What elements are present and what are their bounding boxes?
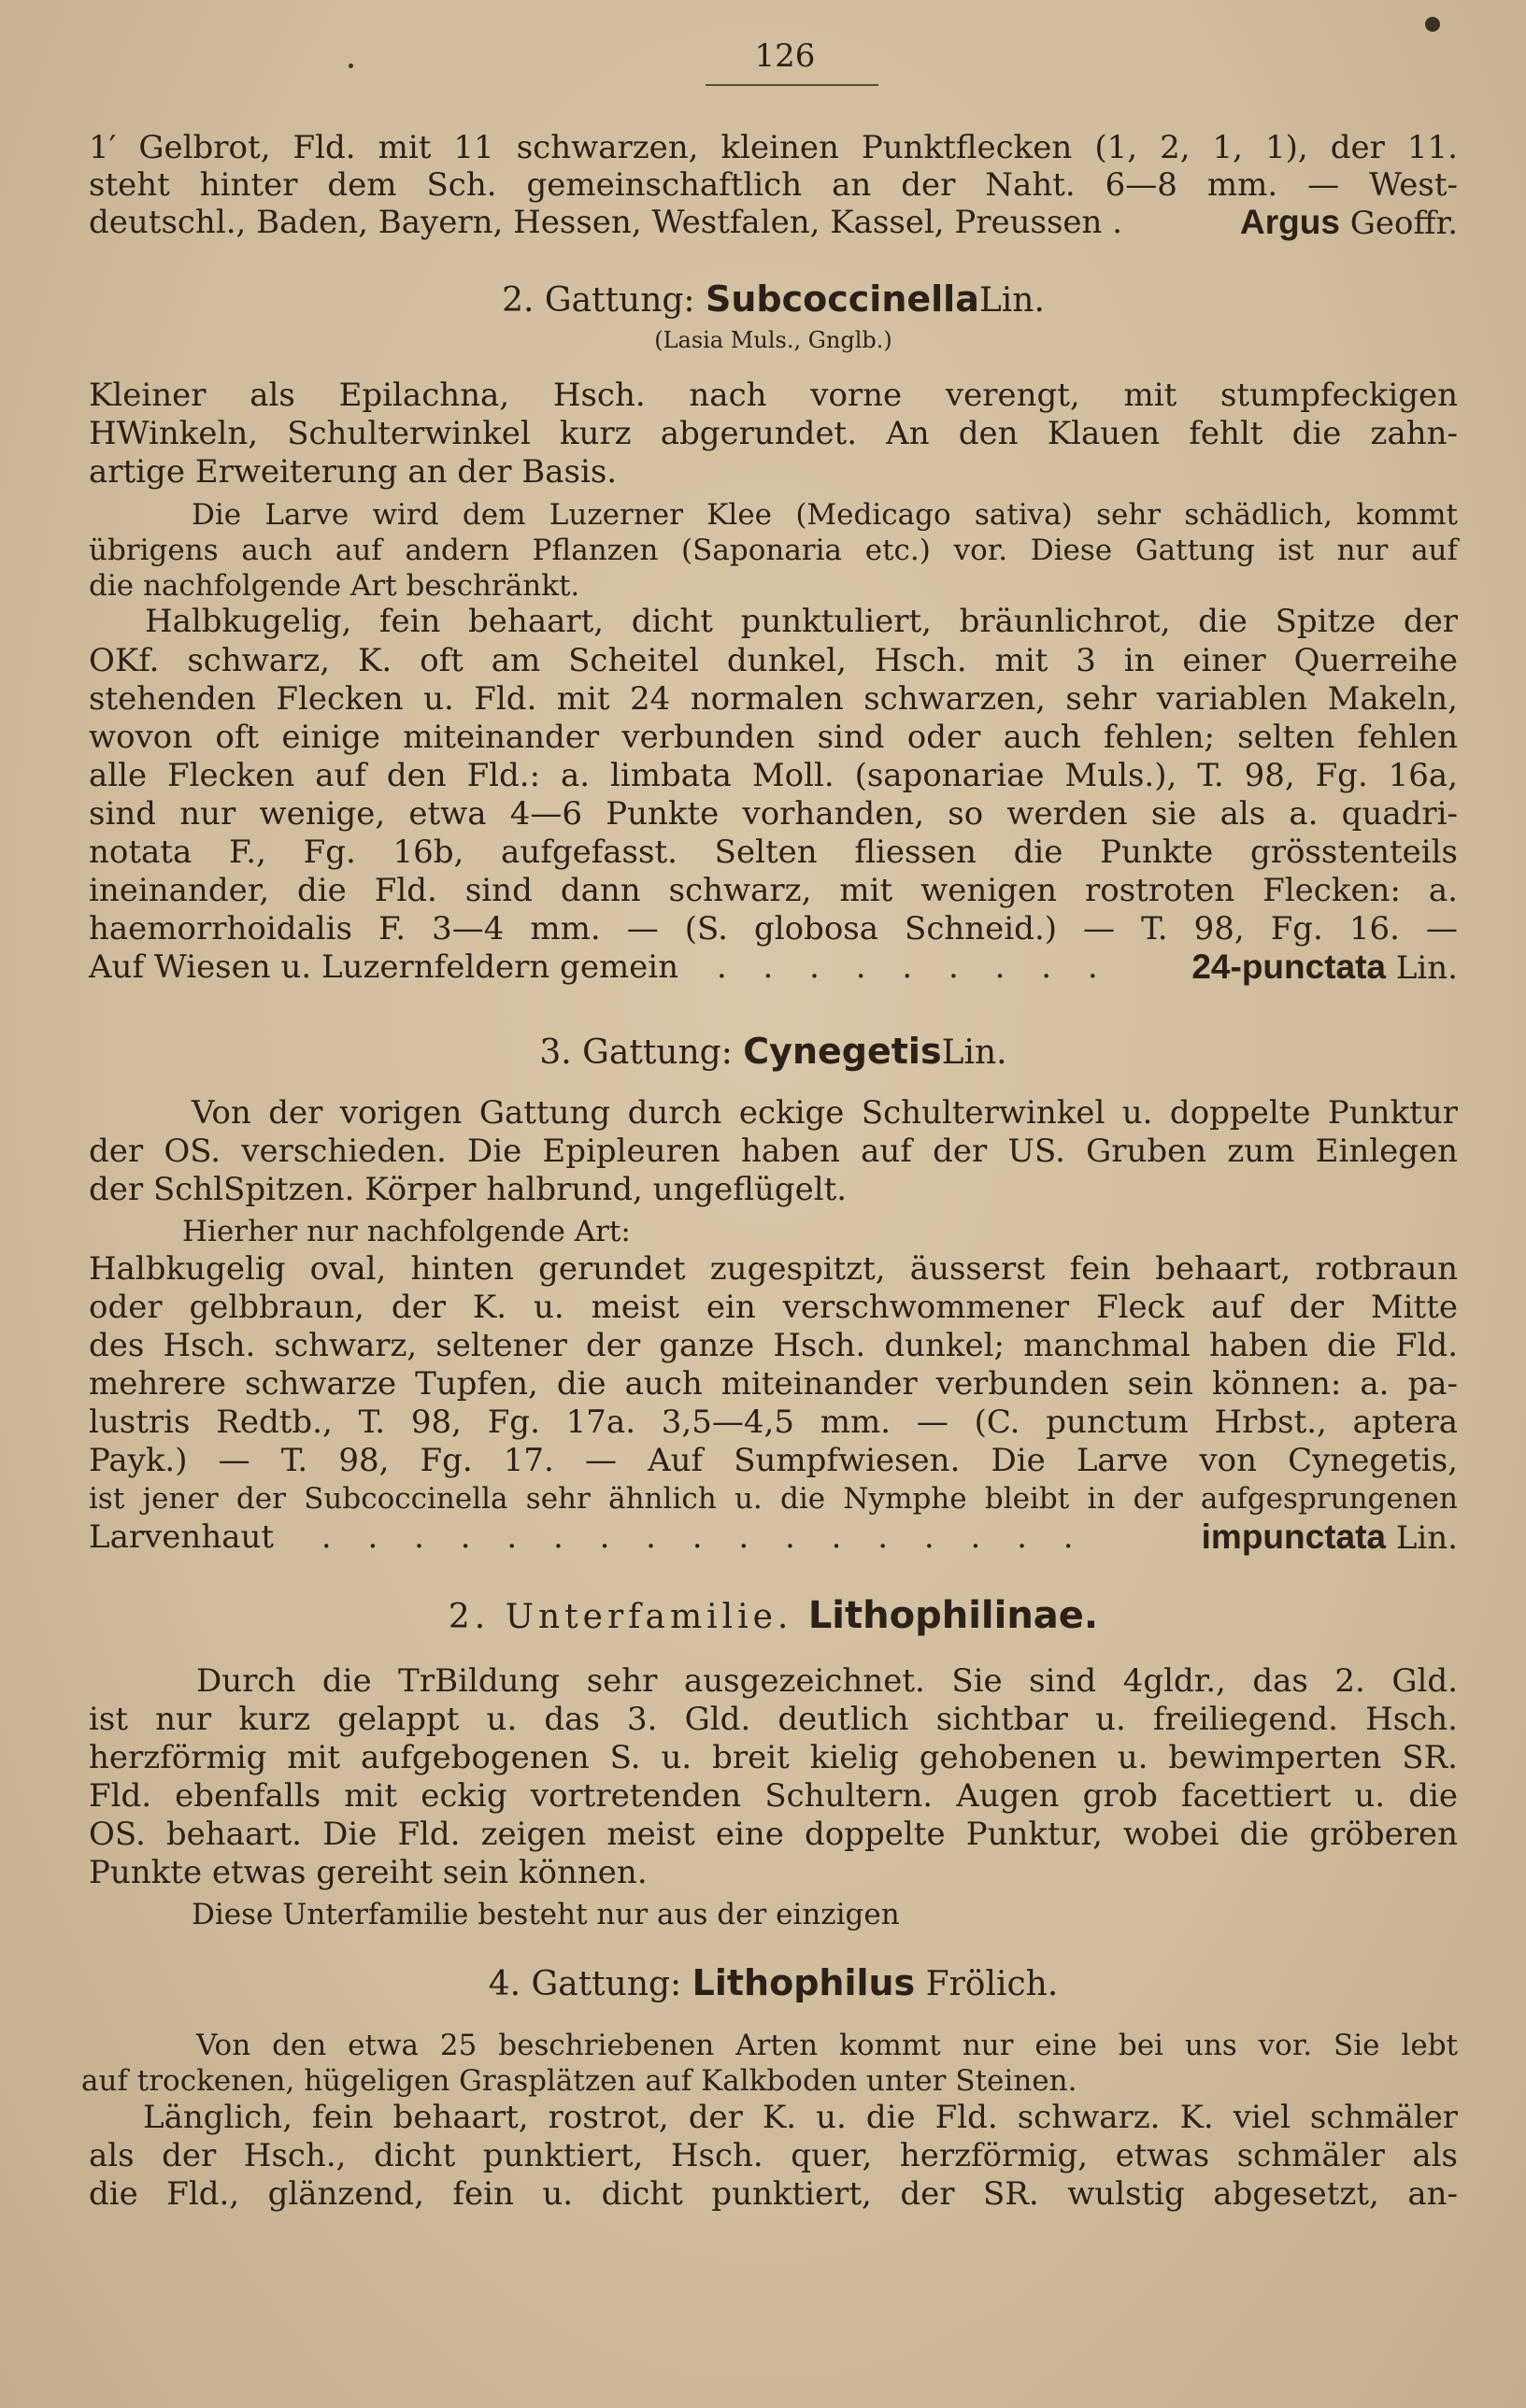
species-name: impunctata [1201, 1517, 1387, 1556]
entry-text: deutschl., Baden, Bayern, Hessen, Westfalen, Kassel, Preussen . [89, 204, 1123, 241]
text-line: die nachfolgende Art beschränkt. [89, 569, 580, 603]
text-line: OKf. schwarz, K. oft am Scheitel dunkel, Hsch. mit 3 in einer Querreihe [89, 642, 1458, 679]
genus-synonym: (Lasia Muls., Gnglb.) [654, 327, 892, 353]
entry-text: Larvenhaut [89, 1518, 275, 1556]
text-line: Payk.) — T. 98, Fg. 17. — Auf Sumpfwiesen. Die Larve von Cynegetis, [89, 1442, 1458, 1479]
species-author: Lin. [1395, 949, 1458, 987]
text-line: haemorrhoidalis F. 3—4 mm. — (S. globosa Schneid.) — T. 98, Fg. 16. — [89, 910, 1458, 948]
species-entry [1240, 203, 1458, 243]
text-line: stehenden Flecken u. Fld. mit 24 normalen schwarzen, sehr variablen Makeln, [89, 680, 1458, 718]
subfamily-name: Lithophilinae. [807, 1594, 1099, 1637]
text-line: ist nur kurz gelappt u. das 3. Gld. deutlich sichtbar u. freiliegend. Hsch. [89, 1701, 1458, 1738]
entry-text: Auf Wiesen u. Luzernfeldern gemein [89, 948, 679, 986]
text-line: Halbkugelig oval, hinten gerundet zugespitzt, äusserst fein behaart, rotbraun [89, 1250, 1458, 1288]
text-line: auf trockenen, hügeligen Grasplätzen auf Kalkboden unter Steinen. [81, 2064, 1077, 2098]
text-line: der OS. verschieden. Die Epipleuren haben auf der US. Gruben zum Einlegen [89, 1133, 1458, 1170]
genus-author: Frölich. [915, 1965, 1059, 2003]
genus-heading [89, 1031, 1458, 1074]
genus-name: Lithophilus [692, 1962, 916, 2003]
text-line: sind nur wenige, etwa 4—6 Punkte vorhanden, so werden sie als a. quadri- [89, 795, 1458, 833]
species-entry [1202, 1517, 1458, 1558]
heading-prefix: 2. Unterfamilie. [448, 1598, 808, 1636]
heading-prefix: 4. Gattung: [488, 1965, 692, 2003]
text-line [89, 1517, 1458, 1557]
text-line: alle Flecken auf den Fld.: a. limbata Moll. (saponariae Muls.), T. 98, Fg. 16a, [89, 757, 1458, 794]
ink-speck [349, 64, 353, 68]
text-line: artige Erweiterung an der Basis. [89, 453, 618, 491]
text-line: übrigens auch auf andern Pflanzen (Saponaria etc.) vor. Diese Gattung ist nur auf [89, 534, 1458, 567]
text-line: Diese Unterfamilie besteht nur aus der einzigen [192, 1898, 900, 1931]
text-line: Fld. ebenfalls mit eckig vortretenden Schultern. Augen grob facettiert u. die [89, 1777, 1458, 1815]
text-line [89, 948, 1458, 987]
text-line: ineinander, die Fld. sind dann schwarz, mit wenigen rostroten Flecken: a. [89, 872, 1458, 909]
species-name: Argus [1240, 203, 1340, 241]
genus-heading [89, 278, 1458, 321]
text-line: lustris Redtb., T. 98, Fg. 17a. 3,5—4,5 mm. — (C. punctum Hrbst., aptera [89, 1403, 1458, 1441]
leader-dots: . . . . . . . . . [716, 948, 1111, 986]
text-line: Länglich, fein behaart, rostrot, der K. u. die Fld. schwarz. K. viel schmäler [143, 2099, 1458, 2136]
text-line: des Hsch. schwarz, seltener der ganze Hsch. dunkel; manchmal haben die Fld. [89, 1327, 1458, 1364]
page-number: 126 [754, 37, 816, 75]
text-line: Die Larve wird dem Luzerner Klee (Medicago sativa) sehr schädlich, kommt [192, 498, 1458, 532]
text-line: ist jener der Subcoccinella sehr ähnlich u. die Nymphe bleibt in der aufgesprungenen [89, 1482, 1458, 1516]
text-line: die Fld., glänzend, fein u. dicht punktiert, der SR. wulstig abgesetzt, an- [89, 2175, 1458, 2213]
text-line: Hierher nur nachfolgende Art: [182, 1215, 631, 1248]
species-author: Geoffr. [1349, 205, 1458, 242]
text-line: steht hinter dem Sch. gemeinschaftlich an der Naht. 6—8 mm. — West- [89, 166, 1458, 204]
subfamily-heading [89, 1593, 1458, 1640]
text-line: Halbkugelig, fein behaart, dicht punktuliert, bräunlichrot, die Spitze der [145, 603, 1458, 640]
genus-author: Lin. [978, 281, 1045, 320]
text-line: Von den etwa 25 beschriebenen Arten kommt nur eine bei uns vor. Sie lebt [196, 2029, 1458, 2062]
genus-name: Subcoccinella [706, 278, 979, 320]
text-line: der SchlSpitzen. Körper halbrund, ungeflügelt. [89, 1171, 848, 1208]
species-entry [1191, 948, 1458, 988]
text-line: HWinkeln, Schulterwinkel kurz abgerundet. An den Klauen fehlt die zahn- [89, 415, 1458, 452]
text-line: OS. behaart. Die Fld. zeigen meist eine doppelte Punktur, wobei die gröberen [89, 1816, 1458, 1853]
leader-dots: . . . . . . . . . . . . . . . . . [321, 1518, 1087, 1556]
ink-speck [1425, 17, 1440, 32]
heading-prefix: 3. Gattung: [539, 1033, 744, 1072]
text-line: als der Hsch., dicht punktiert, Hsch. quer, herzförmig, etwas schmäler als [89, 2137, 1458, 2174]
text-line: oder gelbbraun, der K. u. meist ein verschwommener Fleck auf der Mitte [89, 1289, 1458, 1326]
text-line: notata F., Fg. 16b, aufgefasst. Selten fliessen die Punkte grösstenteils [89, 834, 1458, 871]
genus-author: Lin. [941, 1033, 1007, 1072]
text-line: Kleiner als Epilachna, Hsch. nach vorne verengt, mit stumpfeckigen [89, 377, 1458, 414]
text-line: mehrere schwarze Tupfen, die auch miteinander verbunden sein können: a. pa- [89, 1365, 1458, 1403]
text-line: 1′ Gelbrot, Fld. mit 11 schwarzen, kleinen Punktflecken (1, 2, 1, 1), der 11. [89, 129, 1458, 166]
text-line [89, 203, 1458, 242]
text-line: herzförmig mit aufgebogenen S. u. breit kielig gehobenen u. bewimperten SR. [89, 1739, 1458, 1776]
species-author: Lin. [1395, 1519, 1458, 1557]
species-name: 24-punctata [1191, 948, 1387, 986]
text-line: Von der vorigen Gattung durch eckige Schulterwinkel u. doppelte Punktur [192, 1094, 1458, 1132]
text-line: wovon oft einige miteinander verbunden sind oder auch fehlen; selten fehlen [89, 719, 1458, 756]
genus-name: Cynegetis [743, 1031, 942, 1072]
text-line: Durch die TrBildung sehr ausgezeichnet. Sie sind 4gldr., das 2. Gld. [196, 1662, 1458, 1700]
genus-heading [89, 1962, 1458, 2005]
heading-prefix: 2. Gattung: [502, 281, 706, 320]
text-line: Punkte etwas gereiht sein können. [89, 1854, 648, 1891]
header-rule [706, 84, 878, 86]
